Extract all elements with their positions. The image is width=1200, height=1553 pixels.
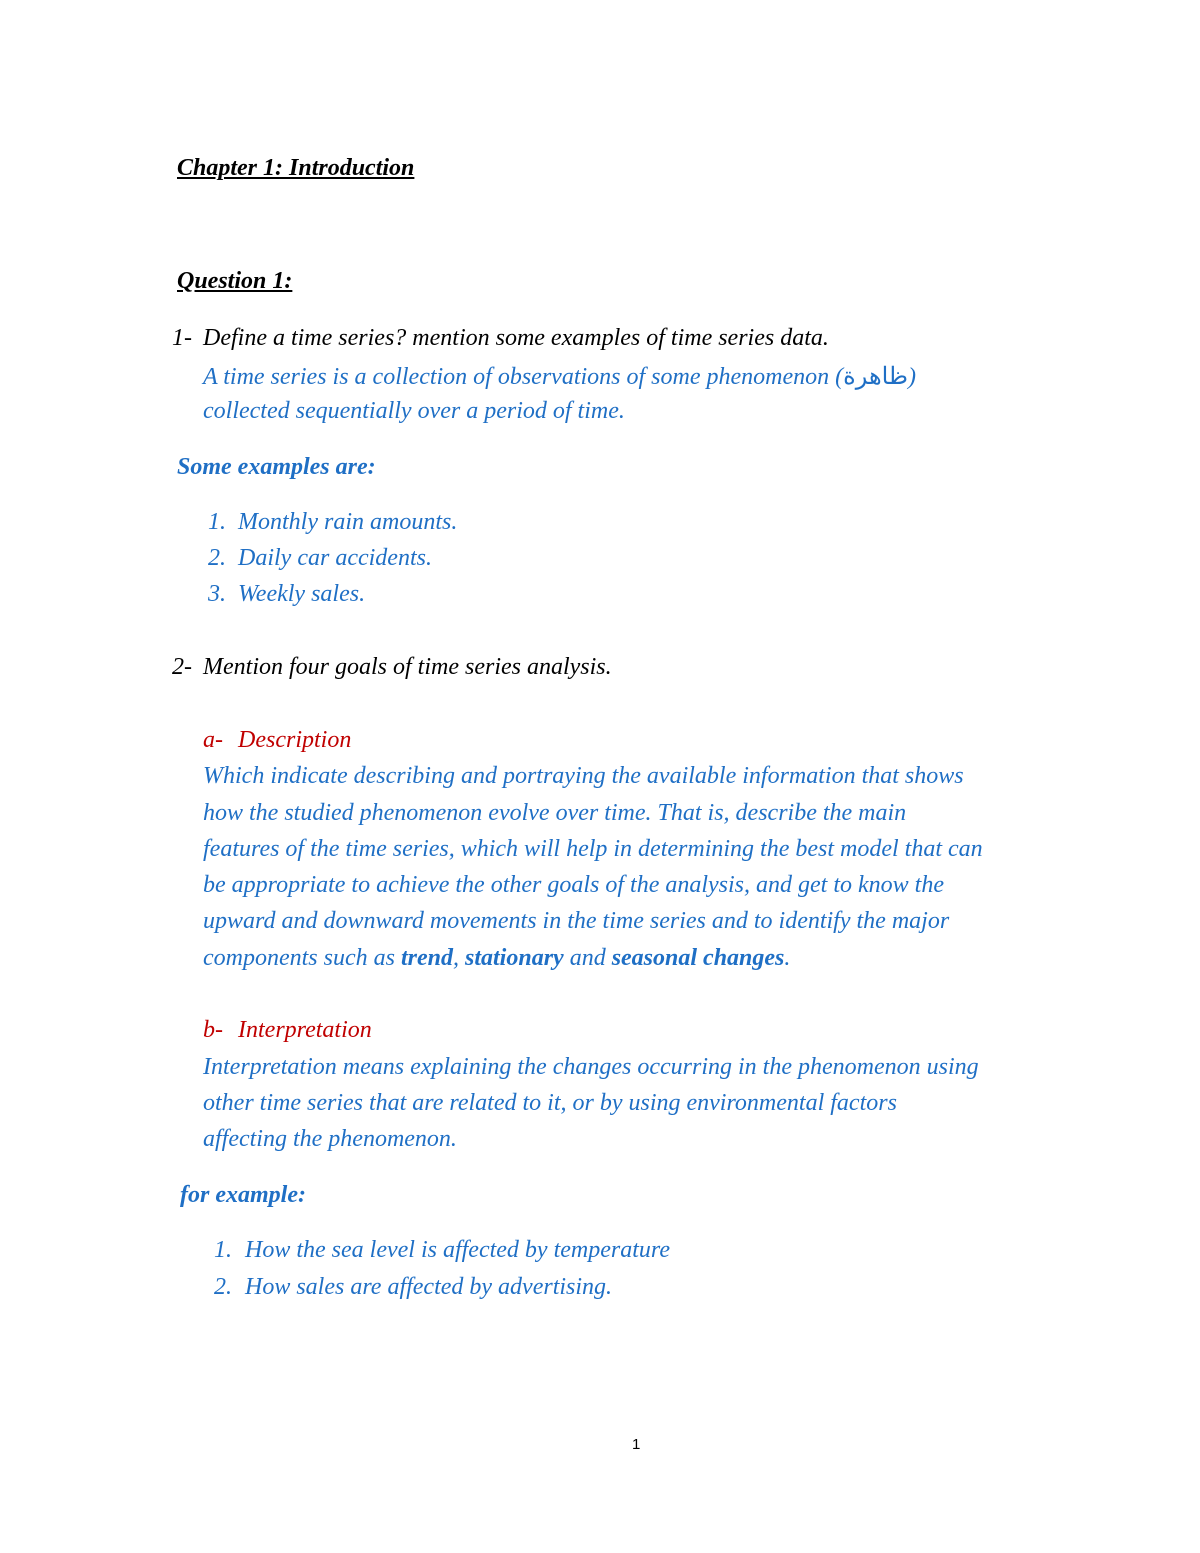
goal-a-line: how the studied phenomenon evolve over time. That is, describe the main: [203, 800, 907, 826]
goal-a-end: .: [784, 945, 791, 971]
for-example-heading: for example:: [180, 1182, 306, 1208]
page-number: 1: [632, 1436, 641, 1453]
q2-prompt: Mention four goals of time series analysis.: [203, 654, 612, 680]
goal-b-line: Interpretation means explaining the changes occurring in the phenomenon using: [203, 1054, 979, 1080]
example-item: Monthly rain amounts.: [238, 509, 458, 535]
goal-a-line: Which indicate describing and portraying the available information that shows: [203, 763, 964, 789]
q1-answer-post: ): [908, 364, 917, 390]
term-trend: trend: [400, 945, 453, 971]
example-number: 2.: [214, 1274, 232, 1300]
example-item: How sales are affected by advertising.: [245, 1274, 613, 1300]
q1-answer-pre: A time series is a collection of observations of some phenomenon (: [203, 364, 844, 390]
goal-a-last-line: [203, 945, 790, 972]
q1-prompt: Define a time series? mention some examples of time series data.: [203, 325, 829, 351]
example-item: Daily car accidents.: [238, 545, 432, 571]
example-number: 1.: [208, 509, 226, 535]
goal-a-line: upward and downward movements in the time series and to identify the major: [203, 908, 950, 934]
goal-a-title: Description: [238, 727, 352, 753]
example-number: 3.: [208, 581, 226, 607]
example-item: Weekly sales.: [238, 581, 366, 607]
goal-b-line: other time series that are related to it, or by using environmental factors: [203, 1090, 897, 1116]
goal-a-label: a-: [203, 727, 223, 753]
goal-a-line: features of the time series, which will help in determining the best model that can: [203, 836, 983, 862]
goal-a-line: be appropriate to achieve the other goals of the analysis, and get to know the: [203, 872, 944, 898]
term-seasonal-changes: seasonal changes: [611, 945, 785, 971]
examples-heading: Some examples are:: [177, 454, 376, 480]
example-number: 2.: [208, 545, 226, 571]
chapter-title: Chapter 1: Introduction: [177, 155, 415, 181]
item-number-2: 2-: [172, 654, 192, 680]
goal-b-line: affecting the phenomenon.: [203, 1126, 457, 1152]
q1-answer-line2: collected sequentially over a period of time.: [203, 398, 625, 424]
goal-a-last-pre: components such as: [203, 945, 401, 971]
arabic-term: ظاهرة: [843, 364, 909, 390]
term-stationary: stationary: [465, 945, 564, 971]
example-number: 1.: [214, 1237, 232, 1263]
q1-answer-line1: [203, 362, 916, 391]
example-item: How the sea level is affected by temperature: [245, 1237, 670, 1263]
goal-a-sep1: ,: [453, 945, 465, 971]
question-title: Question 1:: [177, 268, 293, 294]
item-number-1: 1-: [172, 325, 192, 351]
goal-b-title: Interpretation: [238, 1017, 372, 1043]
goal-b-label: b-: [203, 1017, 223, 1043]
goal-a-sep2: and: [563, 945, 612, 971]
